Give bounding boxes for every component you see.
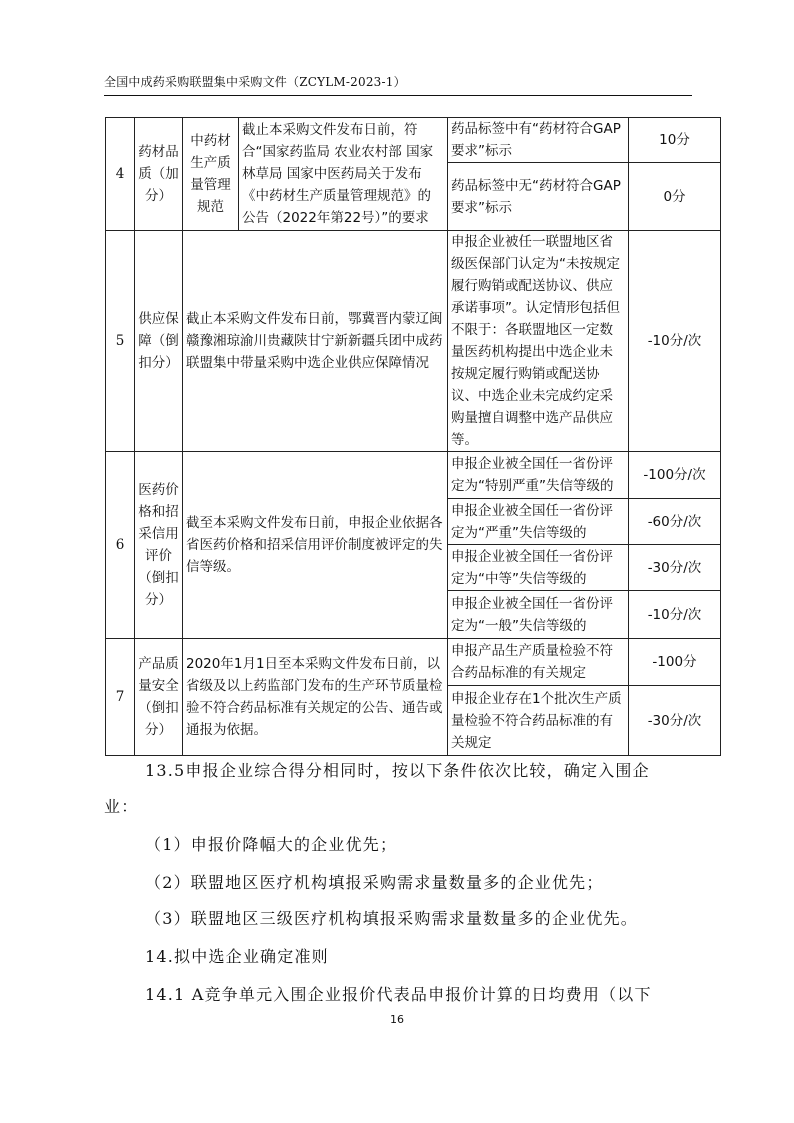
table-row — [106, 452, 721, 499]
criterion-cell: 截止本采购文件发布日前，鄂冀晋内蒙辽闽赣豫湘琼渝川贵藏陕甘宁新新疆兵团中成药联盟集中带量采购中选企业供应保障情况 — [183, 231, 448, 452]
item-cell: 中药材生产质量管理规范 — [183, 118, 239, 231]
paragraph-13-5: 13.5申报企业综合得分相同时，按以下条件依次比较，确定入围企 — [145, 761, 650, 780]
header-rule — [104, 95, 692, 96]
list-item: （1）申报价降幅大的企业优先； — [145, 835, 398, 854]
condition-cell: 申报企业被全国任一省份评定为“特别严重”失信等级的 — [448, 452, 629, 499]
row-number: 4 — [106, 118, 135, 231]
condition-cell: 药品标签中有“药材符合GAP要求”标示 — [448, 118, 629, 163]
condition-cell: 申报产品生产质量检验不符合药品标准的有关规定 — [448, 639, 629, 686]
table-row — [106, 639, 721, 686]
table-row — [106, 118, 721, 163]
score-cell: -30分/次 — [629, 686, 721, 756]
row-number: 6 — [106, 452, 135, 639]
condition-cell: 申报企业存在1个批次生产质量检验不符合药品标准的有关规定 — [448, 686, 629, 756]
category-cell: 产品质量安全（倒扣分） — [135, 639, 183, 756]
criterion-cell: 截止本采购文件发布日前，符合“国家药监局 农业农村部 国家林草局 国家中医药局关于发布《中药材生产质量管理规范》的公告（2022年第22号）”的要求 — [239, 118, 448, 231]
scoring-table — [105, 117, 721, 756]
page-number: 16 — [390, 1013, 404, 1026]
category-cell: 药材品质（加分） — [135, 118, 183, 231]
section-heading-14: 14.拟中选企业确定准则 — [145, 947, 329, 966]
score-cell: -10分/次 — [629, 231, 721, 452]
condition-cell: 申报企业被全国任一省份评定为“中等”失信等级的 — [448, 545, 629, 591]
table-row — [106, 231, 721, 452]
score-cell: -30分/次 — [629, 545, 721, 591]
criterion-cell: 截至本采购文件发布日前，申报企业依据各省医药价格和招采信用评价制度被评定的失信等级。 — [183, 452, 448, 639]
condition-cell: 申报企业被全国任一省份评定为“严重”失信等级的 — [448, 499, 629, 545]
score-cell: 0分 — [629, 163, 721, 231]
category-cell: 供应保障（倒扣分） — [135, 231, 183, 452]
row-number: 5 — [106, 231, 135, 452]
score-cell: 10分 — [629, 118, 721, 163]
paragraph-13-5-cont: 业： — [104, 797, 139, 816]
condition-cell: 申报企业被全国任一省份评定为“一般”失信等级的 — [448, 591, 629, 639]
list-item: （2）联盟地区医疗机构填报采购需求量数量多的企业优先； — [145, 873, 604, 892]
condition-cell: 申报企业被任一联盟地区省级医保部门认定为“未按规定履行购销或配送协议、供应承诺事项”。认定情形包括但不限于：各联盟地区一定数量医药机构提出中选企业未按规定履行购销或配送协议、中选企业未完成约定采购量擅自调整中选产品供应等。 — [448, 231, 629, 452]
score-cell: -60分/次 — [629, 499, 721, 545]
paragraph-14-1: 14.1 A竞争单元入围企业报价代表品申报价计算的日均费用（以下 — [145, 985, 652, 1004]
score-cell: -100分/次 — [629, 452, 721, 499]
list-item: （3）联盟地区三级医疗机构填报采购需求量数量多的企业优先。 — [145, 909, 638, 928]
condition-cell: 药品标签中无“药材符合GAP要求”标示 — [448, 163, 629, 231]
criterion-cell: 2020年1月1日至本采购文件发布日前，以省级及以上药监部门发布的生产环节质量检验不符合药品标准有关规定的公告、通告或通报为依据。 — [183, 639, 448, 756]
score-cell: -100分 — [629, 639, 721, 686]
row-number: 7 — [106, 639, 135, 756]
document-header: 全国中成药采购联盟集中采购文件（ZCYLM-2023-1） — [104, 75, 406, 89]
category-cell: 医药价格和招采信用评价（倒扣分） — [135, 452, 183, 639]
score-cell: -10分/次 — [629, 591, 721, 639]
